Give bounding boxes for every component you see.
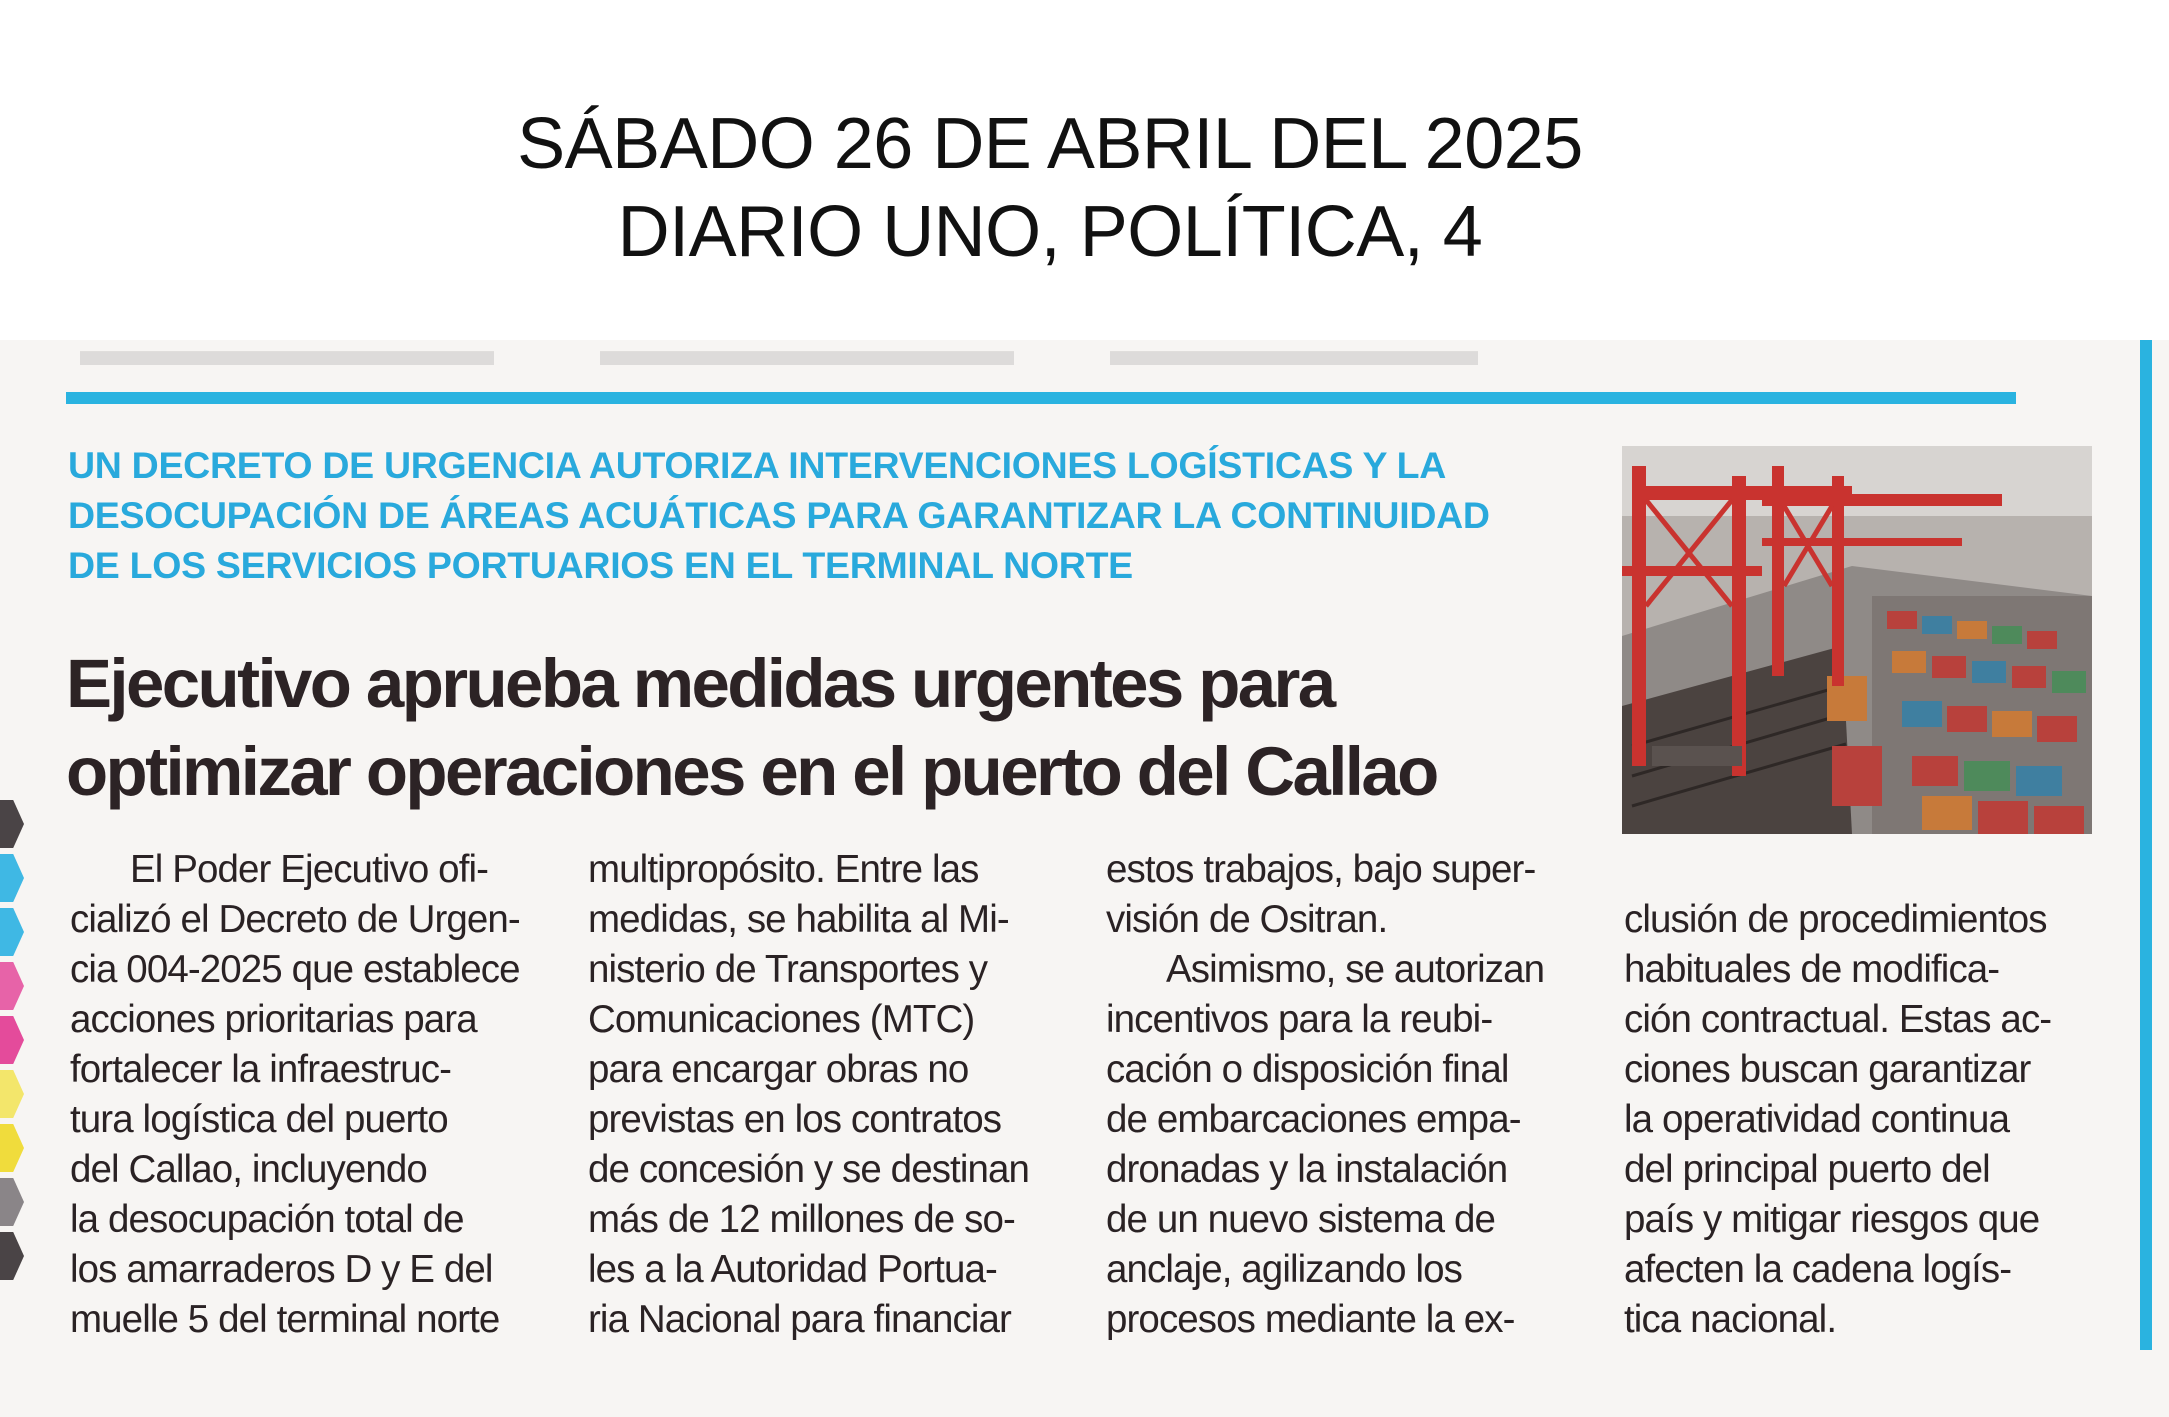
registration-swatch: [0, 1232, 24, 1280]
body-column-1: [70, 845, 540, 1345]
body-line: ria Nacional para financiar: [588, 1298, 1011, 1341]
body-line: tura logística del puerto: [70, 1098, 448, 1141]
reverse-page-bleed: ▬▬▬▬▬▬▬▬: [1110, 340, 1478, 375]
registration-swatch: [0, 1070, 24, 1118]
body-line: anclaje, agilizando los: [1106, 1248, 1462, 1291]
body-line: muelle 5 del terminal norte: [70, 1298, 500, 1341]
reverse-page-bleed: ▬▬▬▬▬▬▬▬▬: [80, 340, 494, 375]
port-cranes-photo: [1622, 446, 2092, 834]
accent-rule-top: [66, 392, 2016, 404]
body-line: les a la Autoridad Portua-: [588, 1248, 997, 1291]
body-line: El Poder Ejecutivo ofi-: [130, 848, 489, 891]
registration-swatch: [0, 800, 24, 848]
body-line: previstas en los contratos: [588, 1098, 1002, 1141]
newspaper-clipping: [0, 340, 2169, 1417]
registration-swatch: [0, 1178, 24, 1226]
kicker-line: DE LOS SERVICIOS PORTUARIOS EN EL TERMINAL NORTE: [68, 544, 1133, 586]
article-kicker: [68, 440, 1588, 590]
body-line: Asimismo, se autorizan: [1166, 948, 1545, 991]
body-column-3: [1106, 845, 1576, 1345]
publication-date: SÁBADO 26 DE ABRIL DEL 2025: [517, 104, 1583, 184]
clipping-caption: [0, 100, 2100, 276]
accent-rule-right: [2140, 340, 2152, 1350]
color-registration-marks: [0, 800, 26, 1286]
body-line: los amarraderos D y E del: [70, 1248, 493, 1291]
body-line: afecten la cadena logís-: [1624, 1248, 2012, 1291]
registration-swatch: [0, 854, 24, 902]
registration-swatch: [0, 1016, 24, 1064]
body-line: multipropósito. Entre las: [588, 848, 979, 891]
body-line: de concesión y se destinan: [588, 1148, 1030, 1191]
body-line: ción contractual. Estas ac-: [1624, 998, 2052, 1041]
kicker-line: DESOCUPACIÓN DE ÁREAS ACUÁTICAS PARA GARANTIZAR LA CONTINUIDAD: [68, 494, 1490, 536]
body-line: de un nuevo sistema de: [1106, 1198, 1495, 1241]
body-line: la desocupación total de: [70, 1198, 464, 1241]
body-line: habituales de modifica-: [1624, 948, 2000, 991]
body-line: cializó el Decreto de Urgen-: [70, 898, 520, 941]
article-headline: [66, 640, 1596, 816]
body-line: para encargar obras no: [588, 1048, 969, 1091]
body-line: Comunicaciones (MTC): [588, 998, 975, 1041]
body-line: medidas, se habilita al Mi-: [588, 898, 1009, 941]
registration-swatch: [0, 908, 24, 956]
body-line: la operatividad continua: [1624, 1098, 2010, 1141]
body-line: procesos mediante la ex-: [1106, 1298, 1515, 1341]
body-line: cación o disposición final: [1106, 1048, 1509, 1091]
body-line: cia 004-2025 que establece: [70, 948, 520, 991]
body-line: del Callao, incluyendo: [70, 1148, 427, 1191]
body-line: fortalecer la infraestruc-: [70, 1048, 452, 1091]
body-line: dronadas y la instalación: [1106, 1148, 1508, 1191]
body-line: clusión de procedimientos: [1624, 898, 2047, 941]
body-line: ciones buscan garantizar: [1624, 1048, 2031, 1091]
headline-line: Ejecutivo aprueba medidas urgentes para: [66, 645, 1334, 722]
headline-line: optimizar operaciones en el puerto del Callao: [66, 733, 1437, 810]
body-line: tica nacional.: [1624, 1298, 1837, 1341]
body-line: visión de Ositran.: [1106, 898, 1388, 941]
body-line: país y mitigar riesgos que: [1624, 1198, 2040, 1241]
reverse-page-bleed: ▬▬▬▬▬▬▬▬▬: [600, 340, 1014, 375]
registration-swatch: [0, 1124, 24, 1172]
kicker-line: UN DECRETO DE URGENCIA AUTORIZA INTERVENCIONES LOGÍSTICAS Y LA: [68, 444, 1447, 486]
body-line: incentivos para la reubi-: [1106, 998, 1493, 1041]
publication-source: DIARIO UNO, POLÍTICA, 4: [617, 192, 1483, 272]
body-line: más de 12 millones de so-: [588, 1198, 1015, 1241]
body-line: estos trabajos, bajo super-: [1106, 848, 1536, 891]
body-column-4: [1624, 895, 2094, 1345]
body-line: nisterio de Transportes y: [588, 948, 988, 991]
body-column-2: [588, 845, 1058, 1345]
body-line: del principal puerto del: [1624, 1148, 1990, 1191]
body-line: acciones prioritarias para: [70, 998, 477, 1041]
body-line: de embarcaciones empa-: [1106, 1098, 1521, 1141]
registration-swatch: [0, 962, 24, 1010]
